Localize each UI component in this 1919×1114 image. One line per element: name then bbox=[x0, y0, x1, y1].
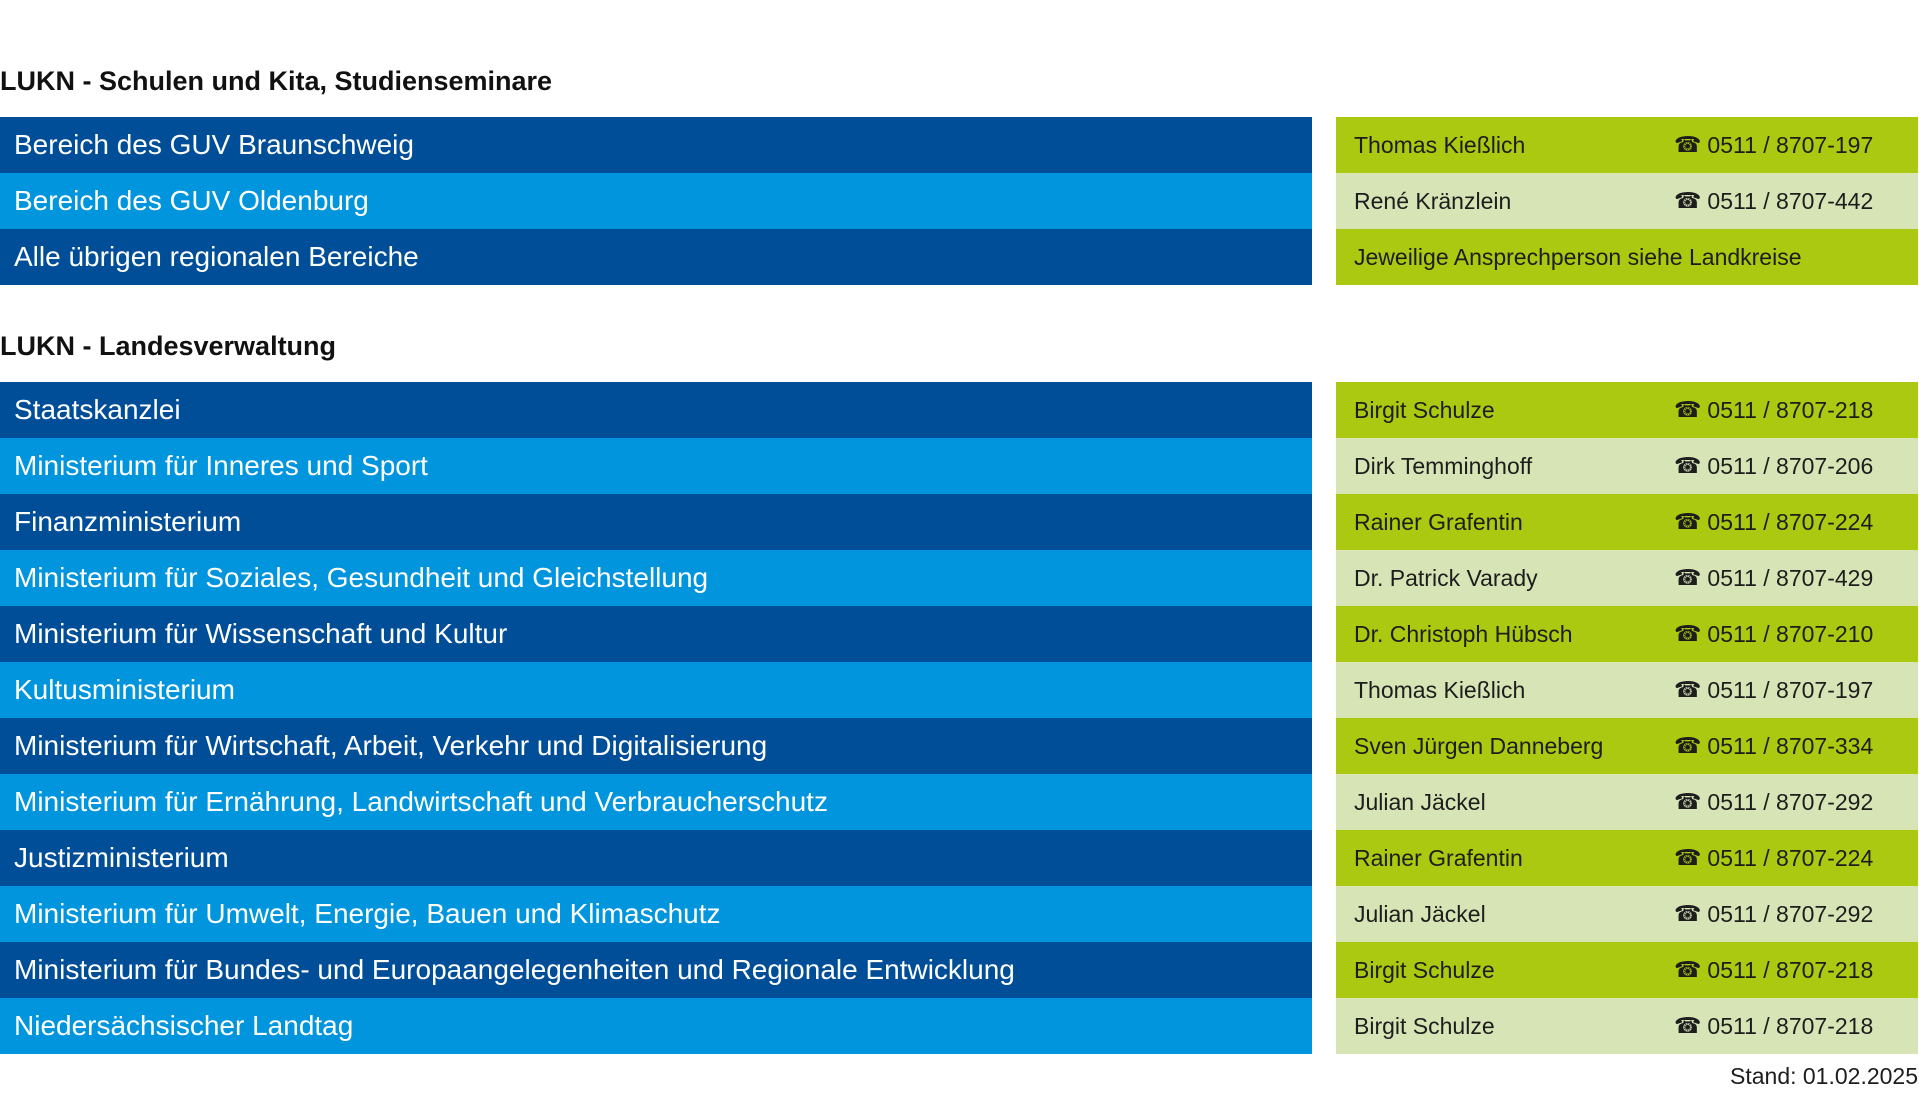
table-row bbox=[0, 550, 1919, 606]
phone-number[interactable] bbox=[1674, 733, 1873, 760]
area-cell: Finanzministerium bbox=[0, 494, 1312, 550]
telephone-icon: ☎ bbox=[1674, 677, 1702, 703]
contact-cell bbox=[1336, 662, 1918, 718]
contact-name: Rainer Grafentin bbox=[1354, 508, 1523, 535]
area-cell: Staatskanzlei bbox=[0, 382, 1312, 438]
contact-table-landesverwaltung bbox=[0, 382, 1919, 1054]
contact-table-schulen bbox=[0, 117, 1919, 285]
phone-text: 0511 / 8707-292 bbox=[1707, 900, 1874, 927]
phone-number[interactable] bbox=[1674, 845, 1873, 872]
contact-cell bbox=[1336, 117, 1918, 173]
area-cell: Alle übrigen regionalen Bereiche bbox=[0, 229, 1312, 285]
telephone-icon: ☎ bbox=[1674, 397, 1702, 423]
table-row bbox=[0, 494, 1919, 550]
contact-cell bbox=[1336, 886, 1918, 942]
contact-name: Dr. Christoph Hübsch bbox=[1354, 620, 1573, 647]
contact-cell bbox=[1336, 998, 1918, 1054]
phone-text: 0511 / 8707-210 bbox=[1707, 620, 1874, 647]
phone-text: 0511 / 8707-292 bbox=[1707, 788, 1874, 815]
phone-text: 0511 / 8707-218 bbox=[1707, 1012, 1874, 1039]
telephone-icon: ☎ bbox=[1674, 565, 1702, 591]
phone-number[interactable] bbox=[1674, 565, 1873, 592]
telephone-icon: ☎ bbox=[1674, 789, 1702, 815]
phone-number[interactable] bbox=[1674, 957, 1873, 984]
section-title-landesverwaltung: LUKN - Landesverwaltung bbox=[0, 331, 337, 361]
phone-number[interactable] bbox=[1674, 901, 1873, 928]
contact-cell bbox=[1336, 774, 1918, 830]
contact-cell bbox=[1336, 382, 1918, 438]
table-row bbox=[0, 886, 1919, 942]
table-row bbox=[0, 606, 1919, 662]
area-cell: Ministerium für Inneres und Sport bbox=[0, 438, 1312, 494]
area-cell: Ministerium für Soziales, Gesundheit und Gleichstellung bbox=[0, 550, 1312, 606]
table-row bbox=[0, 117, 1919, 173]
phone-text: 0511 / 8707-218 bbox=[1707, 956, 1874, 983]
contact-name: Dirk Temminghoff bbox=[1354, 452, 1533, 479]
area-cell: Ministerium für Umwelt, Energie, Bauen und Klimaschutz bbox=[0, 886, 1312, 942]
table-row bbox=[0, 662, 1919, 718]
area-cell: Niedersächsischer Landtag bbox=[0, 998, 1312, 1054]
area-cell: Ministerium für Bundes- und Europaangelegenheiten und Regionale Entwicklung bbox=[0, 942, 1312, 998]
phone-number[interactable] bbox=[1674, 132, 1873, 159]
table-row bbox=[0, 438, 1919, 494]
phone-text: 0511 / 8707-197 bbox=[1707, 131, 1874, 158]
telephone-icon: ☎ bbox=[1674, 453, 1702, 479]
contact-name: Dr. Patrick Varady bbox=[1354, 564, 1538, 591]
phone-number[interactable] bbox=[1674, 789, 1873, 816]
area-cell: Justizministerium bbox=[0, 830, 1312, 886]
phone-number[interactable] bbox=[1674, 509, 1873, 536]
table-row bbox=[0, 382, 1919, 438]
table-row bbox=[0, 229, 1919, 285]
telephone-icon: ☎ bbox=[1674, 1013, 1702, 1039]
contact-name: Sven Jürgen Danneberg bbox=[1354, 732, 1604, 759]
contact-cell bbox=[1336, 830, 1918, 886]
contact-name: Birgit Schulze bbox=[1354, 1012, 1495, 1039]
contact-cell bbox=[1336, 173, 1918, 229]
phone-number[interactable] bbox=[1674, 1013, 1873, 1040]
contact-name: Thomas Kießlich bbox=[1354, 131, 1526, 158]
contact-note: Jeweilige Ansprechperson siehe Landkreise bbox=[1354, 243, 1802, 270]
area-cell: Ministerium für Wissenschaft und Kultur bbox=[0, 606, 1312, 662]
area-cell: Bereich des GUV Braunschweig bbox=[0, 117, 1312, 173]
contact-name: René Kränzlein bbox=[1354, 187, 1512, 214]
contact-name: Birgit Schulze bbox=[1354, 396, 1495, 423]
phone-number[interactable] bbox=[1674, 677, 1873, 704]
phone-number[interactable] bbox=[1674, 397, 1873, 424]
telephone-icon: ☎ bbox=[1674, 132, 1702, 158]
contact-cell bbox=[1336, 550, 1918, 606]
contact-name: Julian Jäckel bbox=[1354, 900, 1486, 927]
phone-text: 0511 / 8707-218 bbox=[1707, 396, 1874, 423]
phone-text: 0511 / 8707-197 bbox=[1707, 676, 1874, 703]
section-title-schulen: LUKN - Schulen und Kita, Studienseminare bbox=[0, 66, 553, 96]
table-row bbox=[0, 830, 1919, 886]
area-cell: Ministerium für Wirtschaft, Arbeit, Verkehr und Digitalisierung bbox=[0, 718, 1312, 774]
telephone-icon: ☎ bbox=[1674, 845, 1702, 871]
table-row bbox=[0, 718, 1919, 774]
phone-text: 0511 / 8707-224 bbox=[1707, 844, 1874, 871]
contact-cell bbox=[1336, 942, 1918, 998]
phone-text: 0511 / 8707-429 bbox=[1707, 564, 1874, 591]
telephone-icon: ☎ bbox=[1674, 901, 1702, 927]
phone-text: 0511 / 8707-224 bbox=[1707, 508, 1874, 535]
contact-cell bbox=[1336, 718, 1918, 774]
area-cell: Bereich des GUV Oldenburg bbox=[0, 173, 1312, 229]
table-row bbox=[0, 942, 1919, 998]
phone-text: 0511 / 8707-442 bbox=[1707, 187, 1874, 214]
contact-name: Julian Jäckel bbox=[1354, 788, 1486, 815]
table-row bbox=[0, 998, 1919, 1054]
area-cell: Ministerium für Ernährung, Landwirtschaft und Verbraucherschutz bbox=[0, 774, 1312, 830]
stand-date: Stand: 01.02.2025 bbox=[1730, 1063, 1918, 1089]
contact-name: Thomas Kießlich bbox=[1354, 676, 1526, 703]
phone-number[interactable] bbox=[1674, 621, 1873, 648]
contact-cell bbox=[1336, 229, 1918, 285]
contact-cell bbox=[1336, 438, 1918, 494]
phone-number[interactable] bbox=[1674, 453, 1873, 480]
contact-cell bbox=[1336, 606, 1918, 662]
telephone-icon: ☎ bbox=[1674, 957, 1702, 983]
telephone-icon: ☎ bbox=[1674, 621, 1702, 647]
telephone-icon: ☎ bbox=[1674, 509, 1702, 535]
contact-name: Rainer Grafentin bbox=[1354, 844, 1523, 871]
phone-text: 0511 / 8707-206 bbox=[1707, 452, 1874, 479]
table-row bbox=[0, 173, 1919, 229]
telephone-icon: ☎ bbox=[1674, 733, 1702, 759]
phone-text: 0511 / 8707-334 bbox=[1707, 732, 1874, 759]
contact-cell bbox=[1336, 494, 1918, 550]
contact-name: Birgit Schulze bbox=[1354, 956, 1495, 983]
telephone-icon: ☎ bbox=[1674, 188, 1702, 214]
phone-number[interactable] bbox=[1674, 188, 1873, 215]
table-row bbox=[0, 774, 1919, 830]
area-cell: Kultusministerium bbox=[0, 662, 1312, 718]
